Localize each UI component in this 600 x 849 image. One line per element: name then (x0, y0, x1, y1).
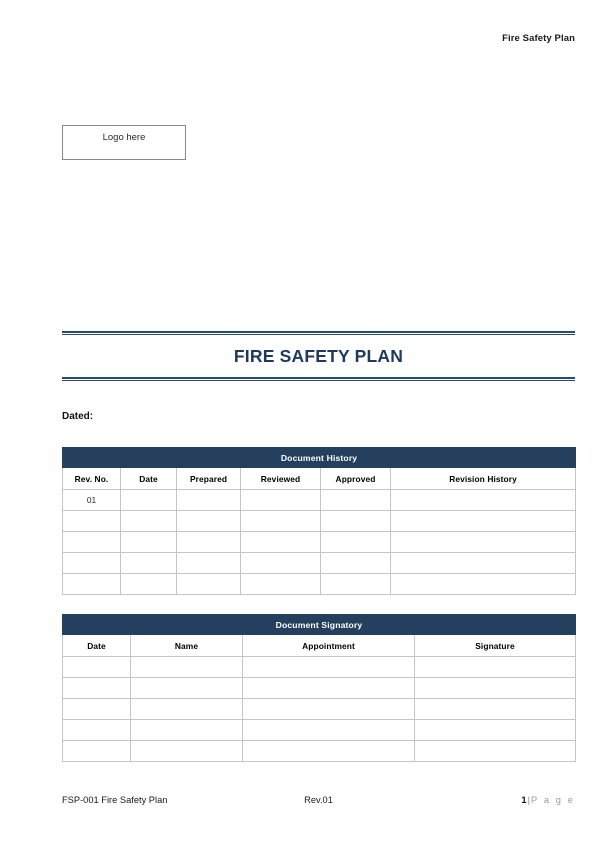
table-cell[interactable] (131, 657, 243, 678)
table-cell[interactable] (121, 532, 177, 553)
table-cell[interactable] (63, 720, 131, 741)
table-header-row (63, 468, 576, 490)
footer-page-number: 1 (521, 795, 527, 805)
table-banner-title: Document History (63, 448, 576, 468)
table-cell[interactable] (243, 699, 415, 720)
document-history-table (62, 447, 576, 595)
column-header: Revision History (391, 468, 576, 490)
logo-placeholder-label: Logo here (102, 132, 146, 143)
table-row (63, 490, 576, 511)
column-header: Name (131, 635, 243, 657)
table-row (63, 657, 576, 678)
table-cell[interactable] (177, 574, 241, 595)
footer-revision: Rev.01 (304, 795, 333, 805)
table-cell[interactable] (415, 657, 576, 678)
running-header-title: Fire Safety Plan (502, 33, 575, 44)
table-row (63, 574, 576, 595)
table-cell[interactable] (241, 490, 321, 511)
table-row (63, 553, 576, 574)
table-cell[interactable] (121, 553, 177, 574)
footer-page-word: P a g e (531, 795, 575, 805)
table-cell[interactable] (131, 720, 243, 741)
column-header: Signature (415, 635, 576, 657)
table-row (63, 678, 576, 699)
title-block (62, 331, 575, 381)
document-signatory-body (63, 615, 576, 762)
table-cell[interactable] (63, 574, 121, 595)
column-header: Approved (321, 468, 391, 490)
table-cell[interactable] (63, 657, 131, 678)
column-header: Rev. No. (63, 468, 121, 490)
table-banner-row (63, 615, 576, 635)
table-cell[interactable] (243, 720, 415, 741)
table-cell[interactable]: 01 (63, 490, 121, 511)
page-footer (62, 795, 575, 809)
document-history-body (63, 448, 576, 595)
table-row (63, 741, 576, 762)
table-cell[interactable] (63, 553, 121, 574)
table-cell[interactable] (121, 574, 177, 595)
table-cell[interactable] (321, 490, 391, 511)
table-cell[interactable] (415, 741, 576, 762)
table-banner-title: Document Signatory (63, 615, 576, 635)
title-rule-bottom (62, 377, 575, 381)
table-cell[interactable] (63, 511, 121, 532)
column-header: Prepared (177, 468, 241, 490)
footer-page-separator: | (527, 795, 530, 805)
table-cell[interactable] (391, 511, 576, 532)
column-header: Date (63, 635, 131, 657)
column-header: Date (121, 468, 177, 490)
table-cell[interactable] (63, 699, 131, 720)
table-cell[interactable] (177, 511, 241, 532)
column-header: Appointment (243, 635, 415, 657)
table-cell[interactable] (391, 553, 576, 574)
table-cell[interactable] (321, 574, 391, 595)
table-cell[interactable] (241, 553, 321, 574)
table-cell[interactable] (63, 741, 131, 762)
table-row (63, 532, 576, 553)
table-cell[interactable] (321, 553, 391, 574)
table-cell[interactable] (391, 574, 576, 595)
table-row (63, 720, 576, 741)
table-cell[interactable] (243, 678, 415, 699)
table-cell[interactable] (391, 490, 576, 511)
footer-document-id: FSP-001 Fire Safety Plan (62, 795, 168, 805)
page-title: FIRE SAFETY PLAN (233, 346, 404, 367)
table-cell[interactable] (177, 490, 241, 511)
table-cell[interactable] (131, 678, 243, 699)
table-cell[interactable] (121, 511, 177, 532)
table-cell[interactable] (241, 532, 321, 553)
table-row (63, 699, 576, 720)
table-cell[interactable] (415, 678, 576, 699)
table-cell[interactable] (241, 574, 321, 595)
table-cell[interactable] (63, 532, 121, 553)
table-row (63, 511, 576, 532)
table-cell[interactable] (121, 490, 177, 511)
table-cell[interactable] (391, 532, 576, 553)
table-cell[interactable] (177, 532, 241, 553)
table-banner-row (63, 448, 576, 468)
table-cell[interactable] (243, 741, 415, 762)
table-cell[interactable] (321, 532, 391, 553)
table-cell[interactable] (131, 741, 243, 762)
table-cell[interactable] (241, 511, 321, 532)
table-cell[interactable] (63, 678, 131, 699)
table-cell[interactable] (415, 699, 576, 720)
document-signatory-table (62, 614, 576, 762)
table-cell[interactable] (415, 720, 576, 741)
table-cell[interactable] (243, 657, 415, 678)
footer-page-indicator (521, 795, 575, 805)
logo-placeholder-box (62, 125, 186, 160)
table-cell[interactable] (177, 553, 241, 574)
dated-label: Dated: (62, 411, 94, 422)
table-header-row (63, 635, 576, 657)
table-cell[interactable] (321, 511, 391, 532)
column-header: Reviewed (241, 468, 321, 490)
table-cell[interactable] (131, 699, 243, 720)
